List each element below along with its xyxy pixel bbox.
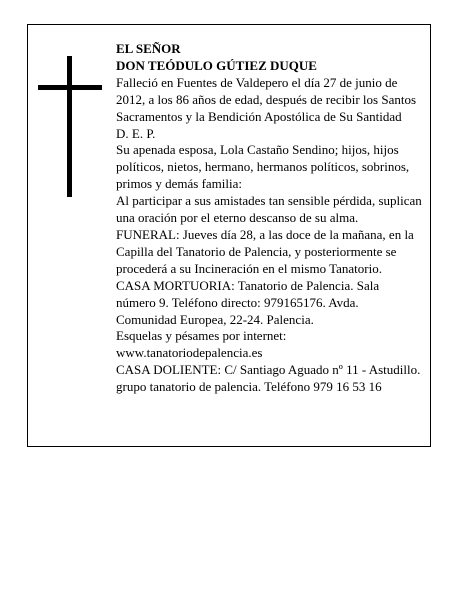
group-text: grupo tanatorio de palencia. Teléfono 979 16 53 16 [116, 379, 382, 395]
deceased-name: DON TEÓDULO GÚTIEZ DUQUE [116, 57, 317, 73]
obituary-notice [27, 24, 431, 447]
dep-text: D. E. P. [116, 125, 156, 141]
funeral-text: FUNERAL: Jueves día 28, a las doce de la mañana, en la Capilla del Tanatorio de Palencia, y posteriormente se procederá a su Incineración en el mismo Tanatorio. [116, 226, 414, 276]
family-text: Su apenada esposa, Lola Castaño Sendino; hijos, hijos políticos, nietos, hermano, hermanos políticos, sobrinos, primos y demás familia: [116, 142, 410, 192]
notice-text [116, 41, 422, 396]
cross-icon-bar [38, 85, 102, 90]
home-text: CASA DOLIENTE: C/ Santiago Aguado nº 11 - Astudillo. [116, 362, 421, 378]
mortuary-text: CASA MORTUORIA: Tanatorio de Palencia. Sala número 9. Teléfono directo: 979165176. Avda. Comunidad Europea, 22-24. Palencia. [116, 277, 380, 327]
death-details: Falleció en Fuentes de Valdepero el día 27 de junio de 2012, a los 86 años de edad, después de recibir los Santos Sacramentos y la Bendición Apostólica de Su Santidad [116, 74, 417, 124]
cross-icon [67, 56, 72, 197]
notice-title: EL SEÑOR [116, 41, 181, 56]
request-text: Al participar a sus amistades tan sensible pérdida, suplican una oración por el eterno descanso de su alma. [116, 193, 422, 226]
condolences-text: Esquelas y pésames por internet: www.tanatoriodepalencia.es [116, 328, 287, 361]
